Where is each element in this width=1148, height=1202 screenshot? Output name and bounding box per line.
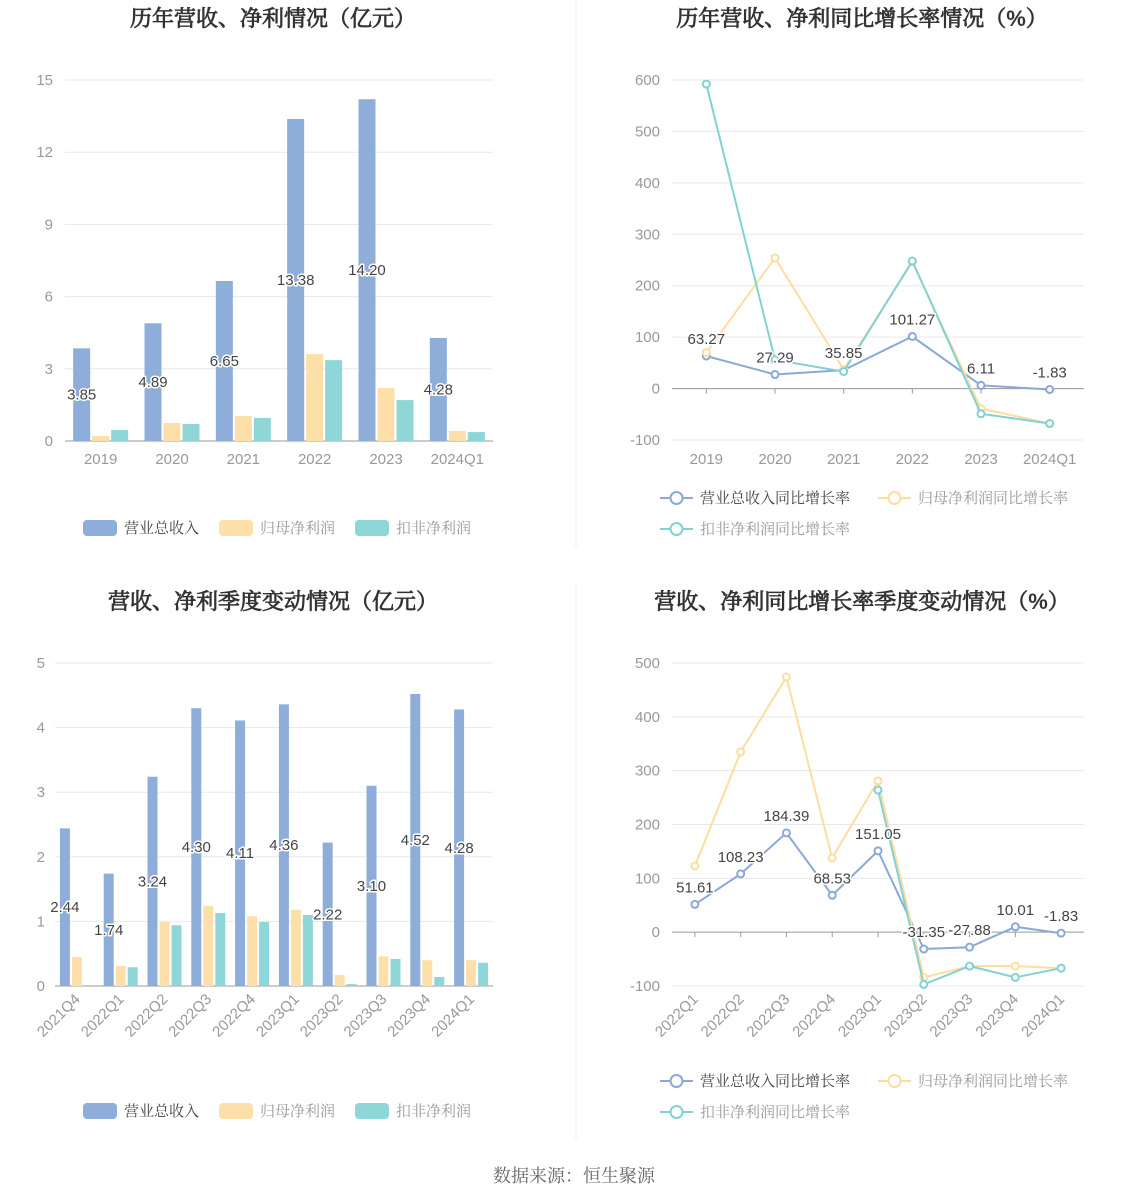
bar[interactable] <box>378 388 395 441</box>
series-line <box>706 84 1049 423</box>
x-tick-label: 2019 <box>83 451 118 468</box>
x-tick-label: 2023Q4 <box>384 990 435 1041</box>
x-tick-label: 2022Q2 <box>121 990 172 1041</box>
data-label: 4.36 <box>269 837 299 855</box>
legend-marker <box>671 492 683 504</box>
bar[interactable] <box>325 360 342 441</box>
data-point[interactable] <box>783 829 790 836</box>
x-tick-label: 2020 <box>155 451 189 468</box>
bar[interactable] <box>303 915 313 986</box>
data-point[interactable] <box>966 944 973 951</box>
data-point[interactable] <box>737 748 744 755</box>
legend-label: 扣非净利润同比增长率 <box>700 1104 851 1121</box>
bar[interactable] <box>247 916 257 986</box>
legend-swatch <box>83 520 117 536</box>
data-point[interactable] <box>909 333 916 340</box>
legend-swatch <box>355 520 389 536</box>
data-label: 68.53 <box>813 870 851 888</box>
x-tick-label: 2020 <box>758 451 792 468</box>
bar[interactable] <box>164 423 181 441</box>
data-label: 13.38 <box>276 271 315 289</box>
y-tick-label: 2 <box>36 848 45 866</box>
x-tick-label: 2024Q1 <box>1022 451 1077 468</box>
data-point[interactable] <box>772 254 779 261</box>
data-point[interactable] <box>840 368 847 375</box>
data-label: 2.22 <box>313 906 343 924</box>
legend-item[interactable] <box>660 1104 850 1121</box>
chart-title: 历年营收、净利同比增长率情况（%） <box>676 6 1048 31</box>
data-point[interactable] <box>829 854 836 861</box>
data-point[interactable] <box>737 870 744 877</box>
bar[interactable] <box>116 966 126 986</box>
data-label: 4.28 <box>423 381 453 399</box>
data-label: 108.23 <box>717 848 764 866</box>
legend-label: 扣非净利润 <box>396 1103 472 1120</box>
y-tick-label: 15 <box>36 72 53 89</box>
bar[interactable] <box>111 430 128 441</box>
data-label: -31.35 <box>902 924 946 942</box>
y-tick-label: 4 <box>36 719 45 737</box>
data-point[interactable] <box>1046 420 1053 427</box>
data-point[interactable] <box>703 349 710 356</box>
bar[interactable] <box>397 400 414 441</box>
series-line <box>878 790 1061 984</box>
data-label: 4.28 <box>444 839 474 857</box>
legend-label: 营业总收入 <box>124 520 200 537</box>
legend-label: 扣非净利润同比增长率 <box>700 521 851 538</box>
data-label: 4.30 <box>181 839 211 857</box>
legend-item[interactable] <box>83 1102 199 1120</box>
legend-label: 归母净利润同比增长率 <box>918 490 1069 507</box>
y-tick-label: 12 <box>36 144 53 162</box>
data-label: 101.27 <box>889 311 936 329</box>
data-label: -27.88 <box>948 922 991 940</box>
data-label: 3.10 <box>356 877 387 895</box>
data-source-note: 数据来源：恒生聚源 <box>493 1166 655 1186</box>
legend <box>83 1102 471 1120</box>
y-tick-label: 0 <box>36 978 45 995</box>
data-label: 3.24 <box>137 873 168 891</box>
legend <box>660 1072 1068 1121</box>
data-label: 3.85 <box>67 386 97 404</box>
data-label: 51.61 <box>676 879 714 897</box>
bar[interactable] <box>160 922 170 986</box>
data-point[interactable] <box>875 847 882 854</box>
data-label: 151.05 <box>855 825 901 843</box>
x-tick-label: 2023Q1 <box>252 990 303 1041</box>
data-label: 14.20 <box>348 262 386 280</box>
data-point[interactable] <box>1058 930 1065 937</box>
x-tick-label: 2024Q1 <box>428 990 478 1041</box>
y-tick-label: 100 <box>634 329 660 347</box>
legend-swatch <box>83 1103 117 1119</box>
data-label: 4.11 <box>226 845 255 863</box>
x-tick-label: 2022Q3 <box>165 990 216 1041</box>
legend-item[interactable] <box>219 1103 335 1120</box>
data-point[interactable] <box>875 777 882 784</box>
legend-label: 营业总收入同比增长率 <box>700 1073 851 1090</box>
data-point[interactable] <box>1012 963 1019 970</box>
bar[interactable] <box>422 960 432 986</box>
data-point[interactable] <box>829 892 836 899</box>
y-tick-label: 500 <box>634 123 660 141</box>
data-point[interactable] <box>691 901 698 908</box>
legend-item[interactable] <box>878 490 1068 507</box>
x-tick-label: 2023Q3 <box>340 990 391 1041</box>
data-label: 6.11 <box>966 360 996 378</box>
data-label: -1.83 <box>1044 908 1079 926</box>
data-label: 6.65 <box>209 352 239 370</box>
legend-item[interactable] <box>660 489 850 507</box>
x-tick-label: 2022Q1 <box>651 990 702 1041</box>
data-label: 1.74 <box>94 921 124 939</box>
bar[interactable] <box>434 977 444 986</box>
chart-title: 历年营收、净利情况（亿元） <box>129 6 417 31</box>
legend-swatch <box>219 520 253 536</box>
x-tick-label: 2021 <box>226 451 261 468</box>
legend-label: 营业总收入 <box>124 1103 200 1120</box>
y-tick-label: 200 <box>634 816 660 834</box>
data-label: 10.01 <box>996 901 1035 919</box>
legend-label: 归母净利润 <box>260 520 336 537</box>
bar[interactable] <box>478 963 488 986</box>
y-tick-label: -100 <box>629 978 660 995</box>
y-tick-label: 3 <box>44 360 53 378</box>
data-point[interactable] <box>1012 974 1019 981</box>
x-tick-label: 2022Q2 <box>697 990 748 1041</box>
bar[interactable] <box>306 354 323 441</box>
data-label: 27.29 <box>756 349 794 367</box>
legend-item[interactable] <box>83 519 199 537</box>
bar[interactable] <box>335 975 345 986</box>
x-tick-label: 2023Q2 <box>880 990 931 1041</box>
series-line <box>706 258 1049 424</box>
bar[interactable] <box>203 906 213 986</box>
data-point[interactable] <box>920 981 927 988</box>
x-tick-label: 2024Q1 <box>430 451 485 468</box>
bar[interactable] <box>291 910 301 986</box>
y-tick-label: 0 <box>651 380 660 398</box>
x-tick-label: 2022 <box>297 451 332 468</box>
legend-item[interactable] <box>660 1072 850 1090</box>
bar[interactable] <box>468 432 485 441</box>
y-tick-label: 6 <box>44 288 53 306</box>
chart-1 <box>36 6 493 537</box>
bar[interactable] <box>466 960 476 986</box>
x-tick-label: 2023Q3 <box>926 990 977 1041</box>
y-tick-label: 0 <box>651 924 660 942</box>
x-tick-label: 2023 <box>369 451 403 468</box>
legend-marker <box>889 1075 901 1087</box>
legend-marker <box>889 492 901 504</box>
legend-swatch <box>219 1103 253 1119</box>
bar[interactable] <box>449 431 466 441</box>
data-point[interactable] <box>920 946 927 953</box>
y-tick-label: 3 <box>36 784 45 802</box>
legend <box>660 489 1068 538</box>
x-tick-label: 2022 <box>895 451 930 468</box>
legend <box>83 519 471 537</box>
legend-item[interactable] <box>660 521 850 538</box>
bar[interactable] <box>347 984 357 986</box>
legend-label: 归母净利润 <box>260 1103 336 1120</box>
chart-3 <box>34 589 493 1120</box>
y-tick-label: 0 <box>44 433 53 450</box>
y-tick-label: 400 <box>634 708 660 726</box>
y-tick-label: 200 <box>634 277 660 295</box>
y-tick-label: 9 <box>44 216 53 234</box>
legend-item[interactable] <box>355 1103 471 1120</box>
chart-4 <box>630 589 1084 1121</box>
data-point[interactable] <box>978 382 985 389</box>
bar[interactable] <box>235 416 252 441</box>
legend-item[interactable] <box>878 1073 1068 1090</box>
y-tick-label: 300 <box>634 762 660 780</box>
data-label: 4.89 <box>138 374 168 392</box>
legend-marker <box>671 1106 683 1118</box>
y-tick-label: 300 <box>634 226 660 244</box>
bar[interactable] <box>172 925 182 986</box>
x-tick-label: 2023Q4 <box>972 990 1023 1041</box>
legend-label: 扣非净利润 <box>396 520 472 537</box>
chart-title: 营收、净利季度变动情况（亿元） <box>107 589 439 614</box>
x-tick-label: 2023 <box>964 451 998 468</box>
chart-title: 营收、净利同比增长率季度变动情况（%） <box>654 589 1070 614</box>
data-label: 4.52 <box>400 832 430 850</box>
data-label: 63.27 <box>687 331 726 349</box>
y-tick-label: 5 <box>36 655 45 672</box>
data-label: -1.83 <box>1032 364 1067 382</box>
data-point[interactable] <box>1046 386 1053 393</box>
data-point[interactable] <box>966 963 973 970</box>
x-tick-label: 2019 <box>689 451 724 468</box>
x-tick-label: 2021 <box>826 451 861 468</box>
legend-item[interactable] <box>219 520 335 537</box>
legend-swatch <box>355 1103 389 1119</box>
data-point[interactable] <box>772 371 779 378</box>
x-tick-label: 2022Q1 <box>77 990 128 1041</box>
chart-2 <box>630 6 1084 538</box>
x-tick-label: 2021Q4 <box>33 990 84 1041</box>
legend-label: 营业总收入同比增长率 <box>700 490 851 507</box>
data-point[interactable] <box>1012 923 1019 930</box>
y-tick-label: 500 <box>634 655 660 672</box>
y-tick-label: -100 <box>629 432 660 449</box>
bar[interactable] <box>72 957 82 986</box>
y-tick-label: 1 <box>36 913 45 931</box>
x-tick-label: 2023Q2 <box>296 990 347 1041</box>
data-point[interactable] <box>691 862 698 869</box>
data-point[interactable] <box>978 410 985 417</box>
y-tick-label: 100 <box>634 870 660 888</box>
x-tick-label: 2022Q4 <box>789 990 840 1041</box>
bar[interactable] <box>259 922 269 986</box>
legend-item[interactable] <box>355 520 471 537</box>
data-label: 2.44 <box>50 899 80 917</box>
y-tick-label: 400 <box>634 174 660 192</box>
y-tick-label: 600 <box>634 72 660 89</box>
data-point[interactable] <box>1058 965 1065 972</box>
x-tick-label: 2022Q3 <box>743 990 794 1041</box>
x-tick-label: 2022Q4 <box>209 990 259 1041</box>
x-tick-label: 2023Q1 <box>835 990 885 1041</box>
legend-marker <box>671 1075 683 1087</box>
x-tick-label: 2024Q1 <box>1018 990 1068 1041</box>
legend-label: 归母净利润同比增长率 <box>918 1073 1069 1090</box>
bar[interactable] <box>254 418 271 441</box>
bar[interactable] <box>128 967 138 986</box>
data-point[interactable] <box>783 673 790 680</box>
data-point[interactable] <box>909 258 916 265</box>
bar[interactable] <box>391 959 401 986</box>
bar[interactable] <box>92 436 109 441</box>
bar[interactable] <box>379 956 389 986</box>
data-point[interactable] <box>875 787 882 794</box>
bar[interactable] <box>215 913 225 986</box>
legend-marker <box>671 523 683 535</box>
data-label: 184.39 <box>763 807 810 825</box>
bar[interactable] <box>183 424 200 441</box>
data-point[interactable] <box>703 81 710 88</box>
data-label: 35.85 <box>824 345 863 363</box>
